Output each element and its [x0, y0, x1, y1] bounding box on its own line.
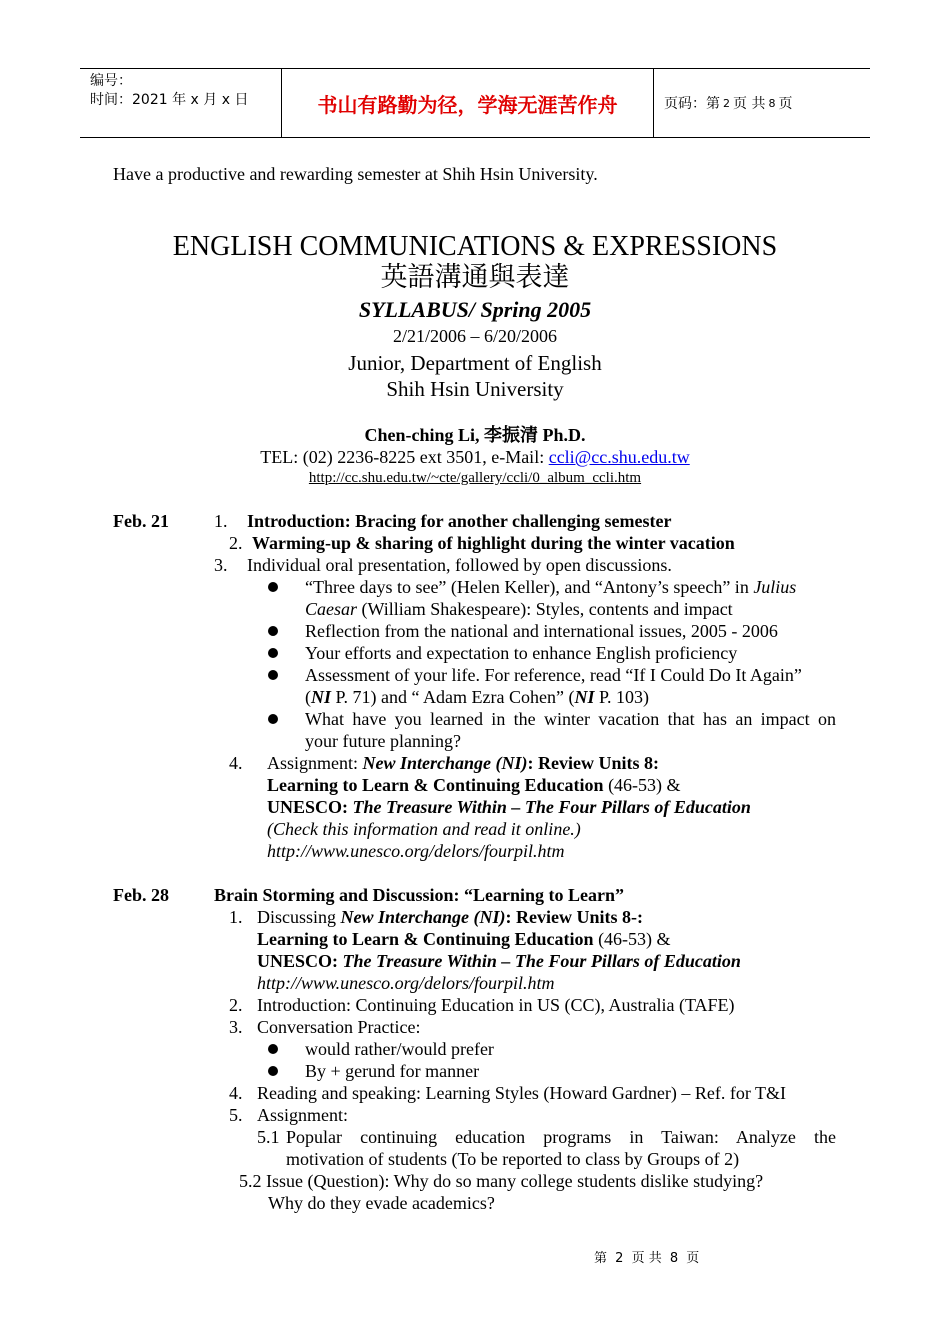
feb28-sub51-num: 5.1	[257, 1127, 280, 1147]
number-label: 编号：	[90, 73, 132, 89]
instructor-contact: TEL: (02) 2236-8225 ext 3501, e-Mail: ccli@cc.shu.edu.tw	[260, 447, 690, 467]
feb21-bullet5-line2: your future planning?	[305, 731, 461, 751]
feb21-bullet2: Reflection from the national and international issues, 2005 - 2006	[305, 621, 778, 641]
bullet-icon	[268, 714, 278, 724]
feb28-item3-bullet1: would rather/would prefer	[305, 1039, 494, 1059]
bullet-icon	[268, 670, 278, 680]
feb21-bullet1-line1: “Three days to see” (Helen Keller), and “Antony’s speech” in Julius	[305, 577, 797, 597]
feb21-item4-num: 4.	[229, 753, 243, 773]
feb28-item5-num: 5.	[229, 1105, 243, 1125]
feb21-item1: Introduction: Bracing for another challenging semester	[247, 511, 672, 531]
syllabus-title: SYLLABUS/ Spring 2005	[358, 297, 592, 322]
instructor-url[interactable]: http://cc.shu.edu.tw/~cte/gallery/ccli/0_album_ccli.htm	[308, 470, 642, 486]
header-page-info: 页码：第 2 页 共 8 页	[664, 96, 793, 112]
feb21-item2-num: 2.	[229, 533, 243, 553]
feb28-item4-num: 4.	[229, 1083, 243, 1103]
feb28-date: Feb. 28	[113, 885, 169, 905]
feb21-item3: Individual oral presentation, followed by open discussions.	[247, 555, 672, 575]
department: Junior, Department of English	[348, 351, 602, 375]
feb21-assignment-line4: (Check this information and read it online.)	[267, 819, 581, 839]
feb28-item3: Conversation Practice:	[257, 1017, 421, 1037]
feb28-sub52-line2: Why do they evade academics?	[268, 1193, 495, 1213]
feb28-item2: Introduction: Continuing Education in US (CC), Australia (TAFE)	[257, 995, 735, 1015]
feb28-item1-url: http://www.unesco.org/delors/fourpil.htm	[257, 973, 555, 993]
bullet-icon	[268, 1044, 278, 1054]
feb21-assignment-line3: UNESCO: The Treasure Within – The Four Pillars of Education	[267, 797, 751, 817]
feb21-bullet1-line2: Caesar (William Shakespeare): Styles, contents and impact	[305, 599, 733, 619]
feb21-assignment-line2: Learning to Learn & Continuing Education (46-53) &	[267, 775, 681, 795]
feb21-date: Feb. 21	[113, 511, 169, 531]
instructor-name: Chen-ching Li, 李振清 Ph.D.	[364, 425, 586, 445]
feb28-item4: Reading and speaking: Learning Styles (Howard Gardner) – Ref. for T&I	[257, 1083, 787, 1103]
feb28-item3-bullet2: By + gerund for manner	[305, 1061, 480, 1081]
feb28-item2-num: 2.	[229, 995, 243, 1015]
course-dates: 2/21/2006 – 6/20/2006	[392, 326, 557, 346]
feb21-bullet5-line1: What have you learned in the winter vacation that has an impact on	[305, 709, 836, 729]
header-motto: 书山有路勤为径，学海无涯苦作舟	[281, 69, 654, 137]
feb28-item1-line3: UNESCO: The Treasure Within – The Four Pillars of Education	[257, 951, 741, 971]
feb21-bullet4-line2: (NI P. 71) and “ Adam Ezra Cohen” (NI P. 103)	[305, 687, 649, 707]
university: Shih Hsin University	[386, 377, 564, 401]
bullet-icon	[268, 648, 278, 658]
feb21-bullet3: Your efforts and expectation to enhance English proficiency	[305, 643, 738, 663]
feb21-item2: Warming-up & sharing of highlight during the winter vacation	[252, 533, 735, 553]
bullet-icon	[268, 626, 278, 636]
intro-text: Have a productive and rewarding semester at Shih Hsin University.	[113, 164, 598, 184]
feb28-item5: Assignment:	[257, 1105, 349, 1125]
bullet-icon	[268, 1066, 278, 1076]
course-title-en: ENGLISH COMMUNICATIONS & EXPRESSIONS	[172, 231, 778, 262]
date-label: 时间：2021 年 x 月 x 日	[90, 92, 249, 108]
bullet-icon	[268, 582, 278, 592]
page-footer: 第 2 页 共 8 页	[594, 1251, 700, 1266]
email-link[interactable]: ccli@cc.shu.edu.tw	[548, 447, 690, 467]
feb28-item1-line1: Discussing New Interchange (NI): Review Units 8-:	[257, 907, 643, 927]
feb21-item1-num: 1.	[214, 511, 228, 531]
feb28-sub51-line1: Popular continuing education programs in Taiwan: Analyze the	[286, 1127, 836, 1147]
feb21-item3-num: 3.	[214, 555, 228, 575]
feb21-bullet4-line1: Assessment of your life. For reference, read “If I Could Do It Again”	[305, 665, 802, 685]
feb21-assignment-url: http://www.unesco.org/delors/fourpil.htm	[267, 841, 565, 861]
feb28-sub51-line2: motivation of students (To be reported to class by Groups of 2)	[286, 1149, 740, 1169]
document-header	[80, 68, 870, 138]
header-left-cell	[80, 69, 281, 137]
feb28-item1-line2: Learning to Learn & Continuing Education (46-53) &	[257, 929, 671, 949]
feb28-sub52-line1: 5.2 Issue (Question): Why do so many college students dislike studying?	[239, 1171, 764, 1191]
feb28-item3-num: 3.	[229, 1017, 243, 1037]
feb28-item1-num: 1.	[229, 907, 243, 927]
feb28-heading: Brain Storming and Discussion: “Learning to Learn”	[214, 885, 625, 905]
feb21-assignment-line1: Assignment: New Interchange (NI): Review Units 8:	[267, 753, 659, 773]
course-title-zh: 英語溝通與表達	[380, 262, 570, 293]
